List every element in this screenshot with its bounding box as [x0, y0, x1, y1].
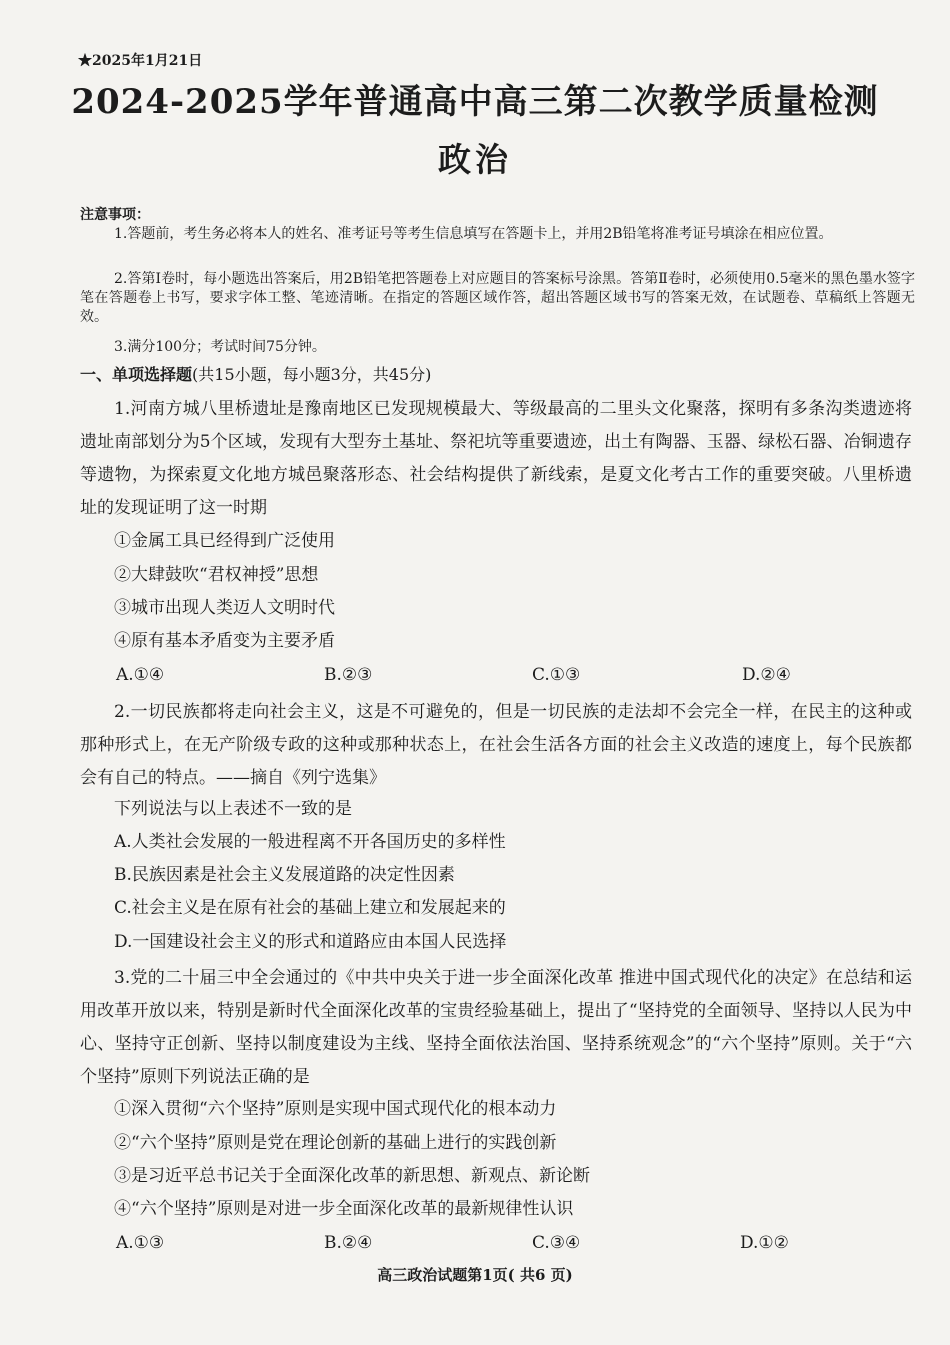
question-3-option-b: B.②④	[324, 1233, 373, 1253]
question-2-option-b: B.民族因素是社会主义发展道路的决定性因素	[114, 865, 455, 885]
question-2-stem: 2.一切民族都将走向社会主义，这是不可避免的，但是一切民族的走法却不会完全一样，在民主的这种或那种形式上，在无产阶级专政的这种或那种状态上，在社会生活各方面的社会主义改造的速度上，每个民族都会有自己的特点。——摘自《列宁选集》	[80, 702, 912, 788]
notice-item-2: 2.答第Ⅰ卷时，每小题选出答案后，用2B铅笔把答题卷上对应题目的答案标号涂黑。答第Ⅱ卷时，必须使用0.5毫米的黑色墨水签字笔在答题卷上书写，要求字体工整、笔迹清晰。在指定的答题区域作答，超出答题区域书写的答案无效，在试题卷、草稿纸上答题无效。	[80, 271, 915, 325]
question-1-item: ④原有基本矛盾变为主要矛盾	[114, 631, 335, 651]
notice-item-3: 3.满分100分；考试时间75分钟。	[114, 339, 326, 355]
question-1-option-d: D.②④	[742, 665, 791, 685]
question-2-prompt: 下列说法与以上表述不一致的是	[114, 799, 352, 819]
exam-subject: 政治	[438, 140, 512, 179]
question-1-item: ②大肆鼓吹“君权神授”思想	[114, 565, 319, 585]
question-2-option-a: A.人类社会发展的一般进程离不开各国历史的多样性	[114, 832, 506, 852]
section-detail: (共15小题，每小题3分，共45分)	[192, 365, 432, 384]
question-2-option-c: C.社会主义是在原有社会的基础上建立和发展起来的	[114, 898, 506, 918]
question-3-item: ③是习近平总书记关于全面深化改革的新思想、新观点、新论断	[114, 1166, 590, 1186]
question-3-option-c: C.③④	[532, 1233, 581, 1253]
section-label: 一、单项选择题	[80, 365, 193, 384]
question-1-option-b: B.②③	[324, 665, 373, 685]
question-3-item: ①深入贯彻“六个坚持”原则是实现中国式现代化的根本动力	[114, 1099, 557, 1119]
question-3-item: ②“六个坚持”原则是党在理论创新的基础上进行的实践创新	[114, 1133, 557, 1153]
question-3-stem: 3.党的二十届三中全会通过的《中共中央关于进一步全面深化改革 推进中国式现代化的决定》在总结和运用改革开放以来，特别是新时代全面深化改革的宝贵经验基础上，提出了“坚持党的全面领导、坚持以人民为中心、坚持守正创新、坚持以制度建设为主线、坚持全面依法治国、坚持系统观念”的“六个坚持”原则。关于“六个坚持”原则下列说法正确的是	[80, 968, 912, 1087]
question-3-option-d: D.①②	[740, 1233, 789, 1253]
page-footer: 高三政治试题第1页( 共6 页)	[377, 1266, 573, 1284]
notice-heading: 注意事项：	[80, 207, 150, 223]
question-1-option-c: C.①③	[532, 665, 581, 685]
question-1-stem: 1.河南方城八里桥遗址是豫南地区已发现规模最大、等级最高的二里头文化聚落，探明有多条沟类遗迹将遗址南部划分为5个区域，发现有大型夯土基址、祭祀坑等重要遗迹，出土有陶器、玉器、绿松石器、冶铜遗存等遗物，为探索夏文化地方城邑聚落形态、社会结构提供了新线索，是夏文化考古工作的重要突破。八里桥遗址的发现证明了这一时期	[80, 399, 912, 518]
question-3-item: ④“六个坚持”原则是对进一步全面深化改革的最新规律性认识	[114, 1199, 574, 1219]
question-1-item: ③城市出现人类迈人文明时代	[114, 598, 335, 618]
question-1-item: ①金属工具已经得到广泛使用	[114, 531, 335, 551]
exam-date: ★2025年1月21日	[78, 53, 203, 69]
question-3-option-a: A.①③	[116, 1233, 165, 1253]
question-1-option-a: A.①④	[116, 665, 165, 685]
question-2-option-d: D.一国建设社会主义的形式和道路应由本国人民选择	[114, 932, 507, 952]
notice-item-1: 1.答题前，考生务必将本人的姓名、准考证号等考生信息填写在答题卡上，并用2B铅笔将准考证号填涂在相应位置。	[114, 226, 833, 242]
section-heading	[80, 362, 431, 385]
exam-title: 2024-2025学年普通高中高三第二次教学质量检测	[71, 82, 879, 122]
